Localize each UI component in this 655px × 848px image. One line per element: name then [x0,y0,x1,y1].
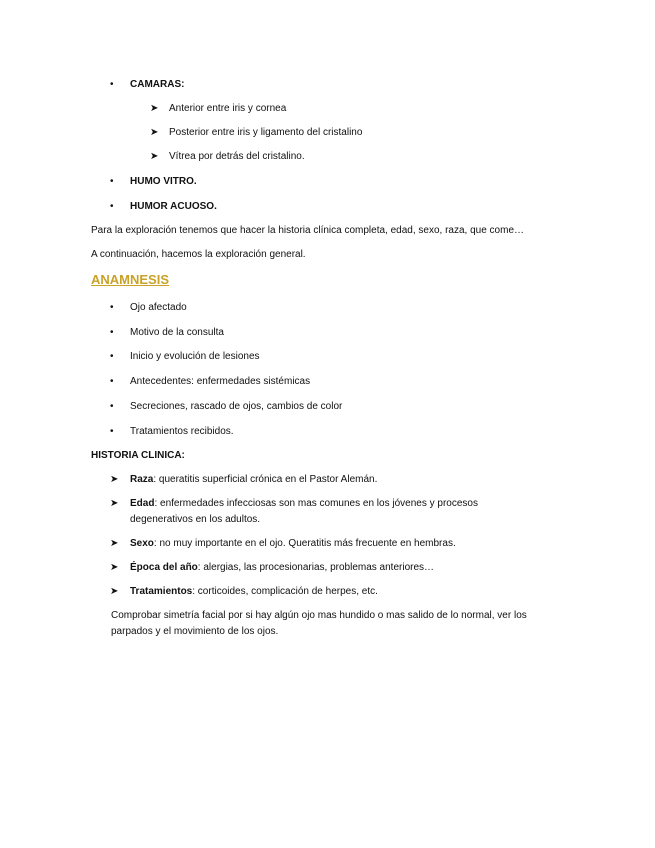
humo-vitro-item: HUMO VITRO. [130,176,197,187]
historia-item-text: : no muy importante en el ojo. Queratitis más frecuente en hembras. [153,538,456,549]
anamnesis-item: Inicio y evolución de lesiones [130,351,260,362]
historia-item-text: : alergias, las procesionarias, problemas anteriores… [197,562,435,573]
arrow-bullet-icon: ➤ [110,498,119,509]
historia-item-continuation: degenerativos en los adultos. [130,514,261,525]
bullet-icon: • [110,302,114,313]
closing-paragraph-line: parpados y el movimiento de los ojos. [111,626,279,637]
historia-item [130,585,378,598]
closing-paragraph-line: Comprobar simetría facial por si hay algún ojo mas hundido o mas salido de lo normal, ver los [111,610,527,621]
bullet-icon: • [110,176,114,187]
anamnesis-item: Secreciones, rascado de ojos, cambios de color [130,401,343,412]
bullet-icon: • [110,201,114,212]
historia-item-label: Sexo [130,538,154,549]
anamnesis-heading: ANAMNESIS [91,272,170,287]
historia-item-label: Raza [130,474,154,485]
arrow-bullet-icon: ➤ [150,151,159,162]
bullet-icon: • [110,376,114,387]
historia-item [130,561,434,574]
anamnesis-item: Ojo afectado [130,302,187,313]
humor-acuoso-item: HUMOR ACUOSO. [130,201,217,212]
arrow-bullet-icon: ➤ [110,562,119,573]
historia-item [130,497,478,510]
historia-item-label: Época del año [130,562,198,573]
anamnesis-item: Antecedentes: enfermedades sistémicas [130,376,311,387]
bullet-icon: • [110,426,114,437]
anamnesis-item: Motivo de la consulta [130,327,224,338]
arrow-bullet-icon: ➤ [110,586,119,597]
bullet-icon: • [110,401,114,412]
bullet-icon: • [110,327,114,338]
historia-item [130,473,377,486]
historia-item-text: : corticoides, complicación de herpes, etc. [192,586,378,597]
camaras-item: Anterior entre iris y cornea [169,103,287,114]
anamnesis-item: Tratamientos recibidos. [130,426,234,437]
camaras-title: CAMARAS: [130,79,185,90]
historia-item-label: Tratamientos [130,586,193,597]
camaras-item: Vítrea por detrás del cristalino. [169,151,305,162]
bullet-icon: • [110,79,114,90]
historia-item [130,537,456,550]
bullet-icon: • [110,351,114,362]
arrow-bullet-icon: ➤ [110,538,119,549]
historia-heading: HISTORIA CLINICA: [91,450,185,461]
paragraph-continuacion: A continuación, hacemos la exploración general. [91,249,306,260]
historia-item-text: : queratitis superficial crónica en el Pastor Alemán. [153,474,378,485]
arrow-bullet-icon: ➤ [150,127,159,138]
arrow-bullet-icon: ➤ [150,103,159,114]
arrow-bullet-icon: ➤ [110,474,119,485]
camaras-item: Posterior entre iris y ligamento del cristalino [169,127,363,138]
historia-item-label: Edad [130,498,155,509]
paragraph-exploracion: Para la exploración tenemos que hacer la historia clínica completa, edad, sexo, raza, que come… [91,225,525,236]
historia-item-text: : enfermedades infecciosas son mas comunes en los jóvenes y procesos [154,498,478,509]
